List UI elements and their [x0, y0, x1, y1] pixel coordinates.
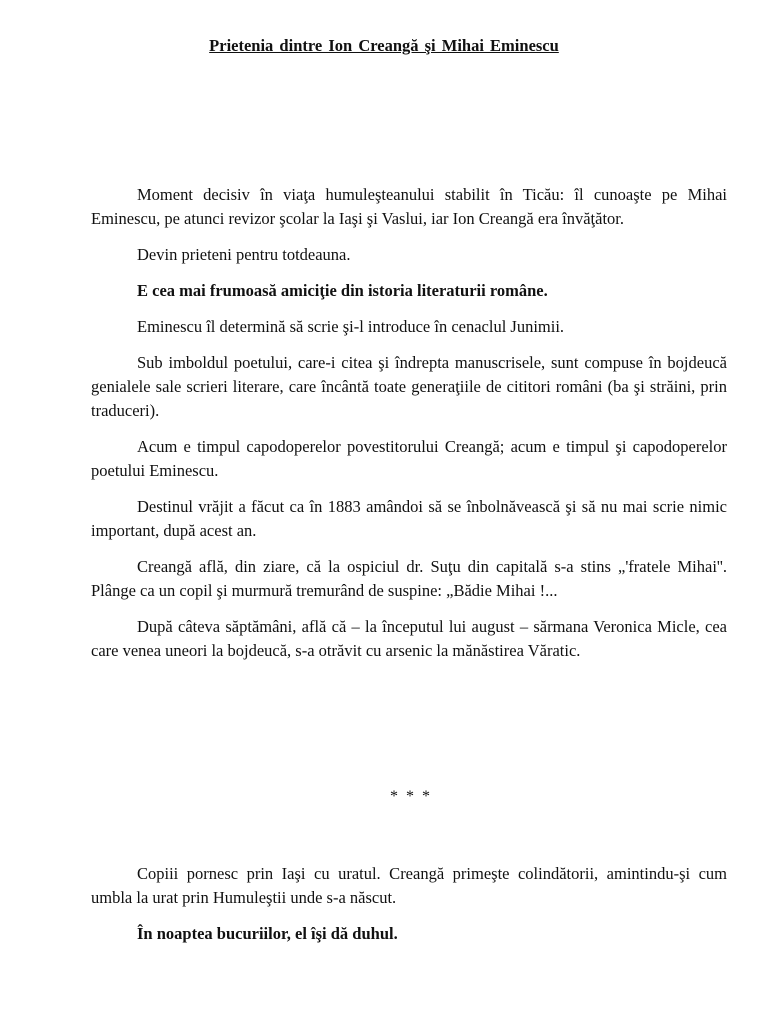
document-body [91, 183, 727, 675]
document-body-continued [91, 862, 727, 958]
paragraph: E cea mai frumoasă amiciţie din istoria literaturii române. [137, 281, 548, 300]
section-separator: * * * [390, 788, 432, 805]
document-title: Prietenia dintre Ion Creangă şi Mihai Eminescu [209, 36, 559, 55]
paragraph: Eminescu îl determină să scrie şi-l introduce în cenaclul Junimii. [137, 317, 565, 336]
paragraph: Sub imboldul poetului, care-i citea şi îndrepta manuscrisele, sunt compuse în bojdeucă genialele sale scrieri literare, care încântă toate generaţiile de cititori români (ba şi străini, prin traduceri). [91, 353, 727, 420]
paragraph: Copiii pornesc prin Iaşi cu uratul. Creangă primeşte colindătorii, amintindu-şi cum umbla la urat prin Humuleştii unde s-a născut. [91, 864, 727, 907]
paragraph: Destinul vrăjit a făcut ca în 1883 amândoi să se înbolnăvească şi să nu mai scrie nimic important, după acest an. [91, 497, 727, 540]
paragraph: Acum e timpul capodoperelor povestitorului Creangă; acum e timpul şi capodoperelor poetului Eminescu. [91, 437, 727, 480]
paragraph: Creangă află, din ziare, că la ospiciul dr. Suţu din capitală s-a stins „'fratele Mihai''. Plânge ca un copil şi murmură tremurând de suspine: „Bădie Mihai !... [91, 557, 727, 600]
paragraph: În noaptea bucuriilor, el îşi dă duhul. [137, 924, 398, 943]
paragraph: Devin prieteni pentru totdeauna. [137, 245, 351, 264]
paragraph: Moment decisiv în viaţa humuleşteanului stabilit în Ticău: îl cunoaşte pe Mihai Eminescu, pe atunci revizor şcolar la Iaşi şi Vaslui, iar Ion Creangă era învăţător. [91, 185, 727, 228]
paragraph: După câteva săptămâni, află că – la începutul lui august – sărmana Veronica Micle, cea care venea uneori la bojdeucă, s-a otrăvit cu arsenic la mănăstirea Văratic. [91, 617, 727, 660]
